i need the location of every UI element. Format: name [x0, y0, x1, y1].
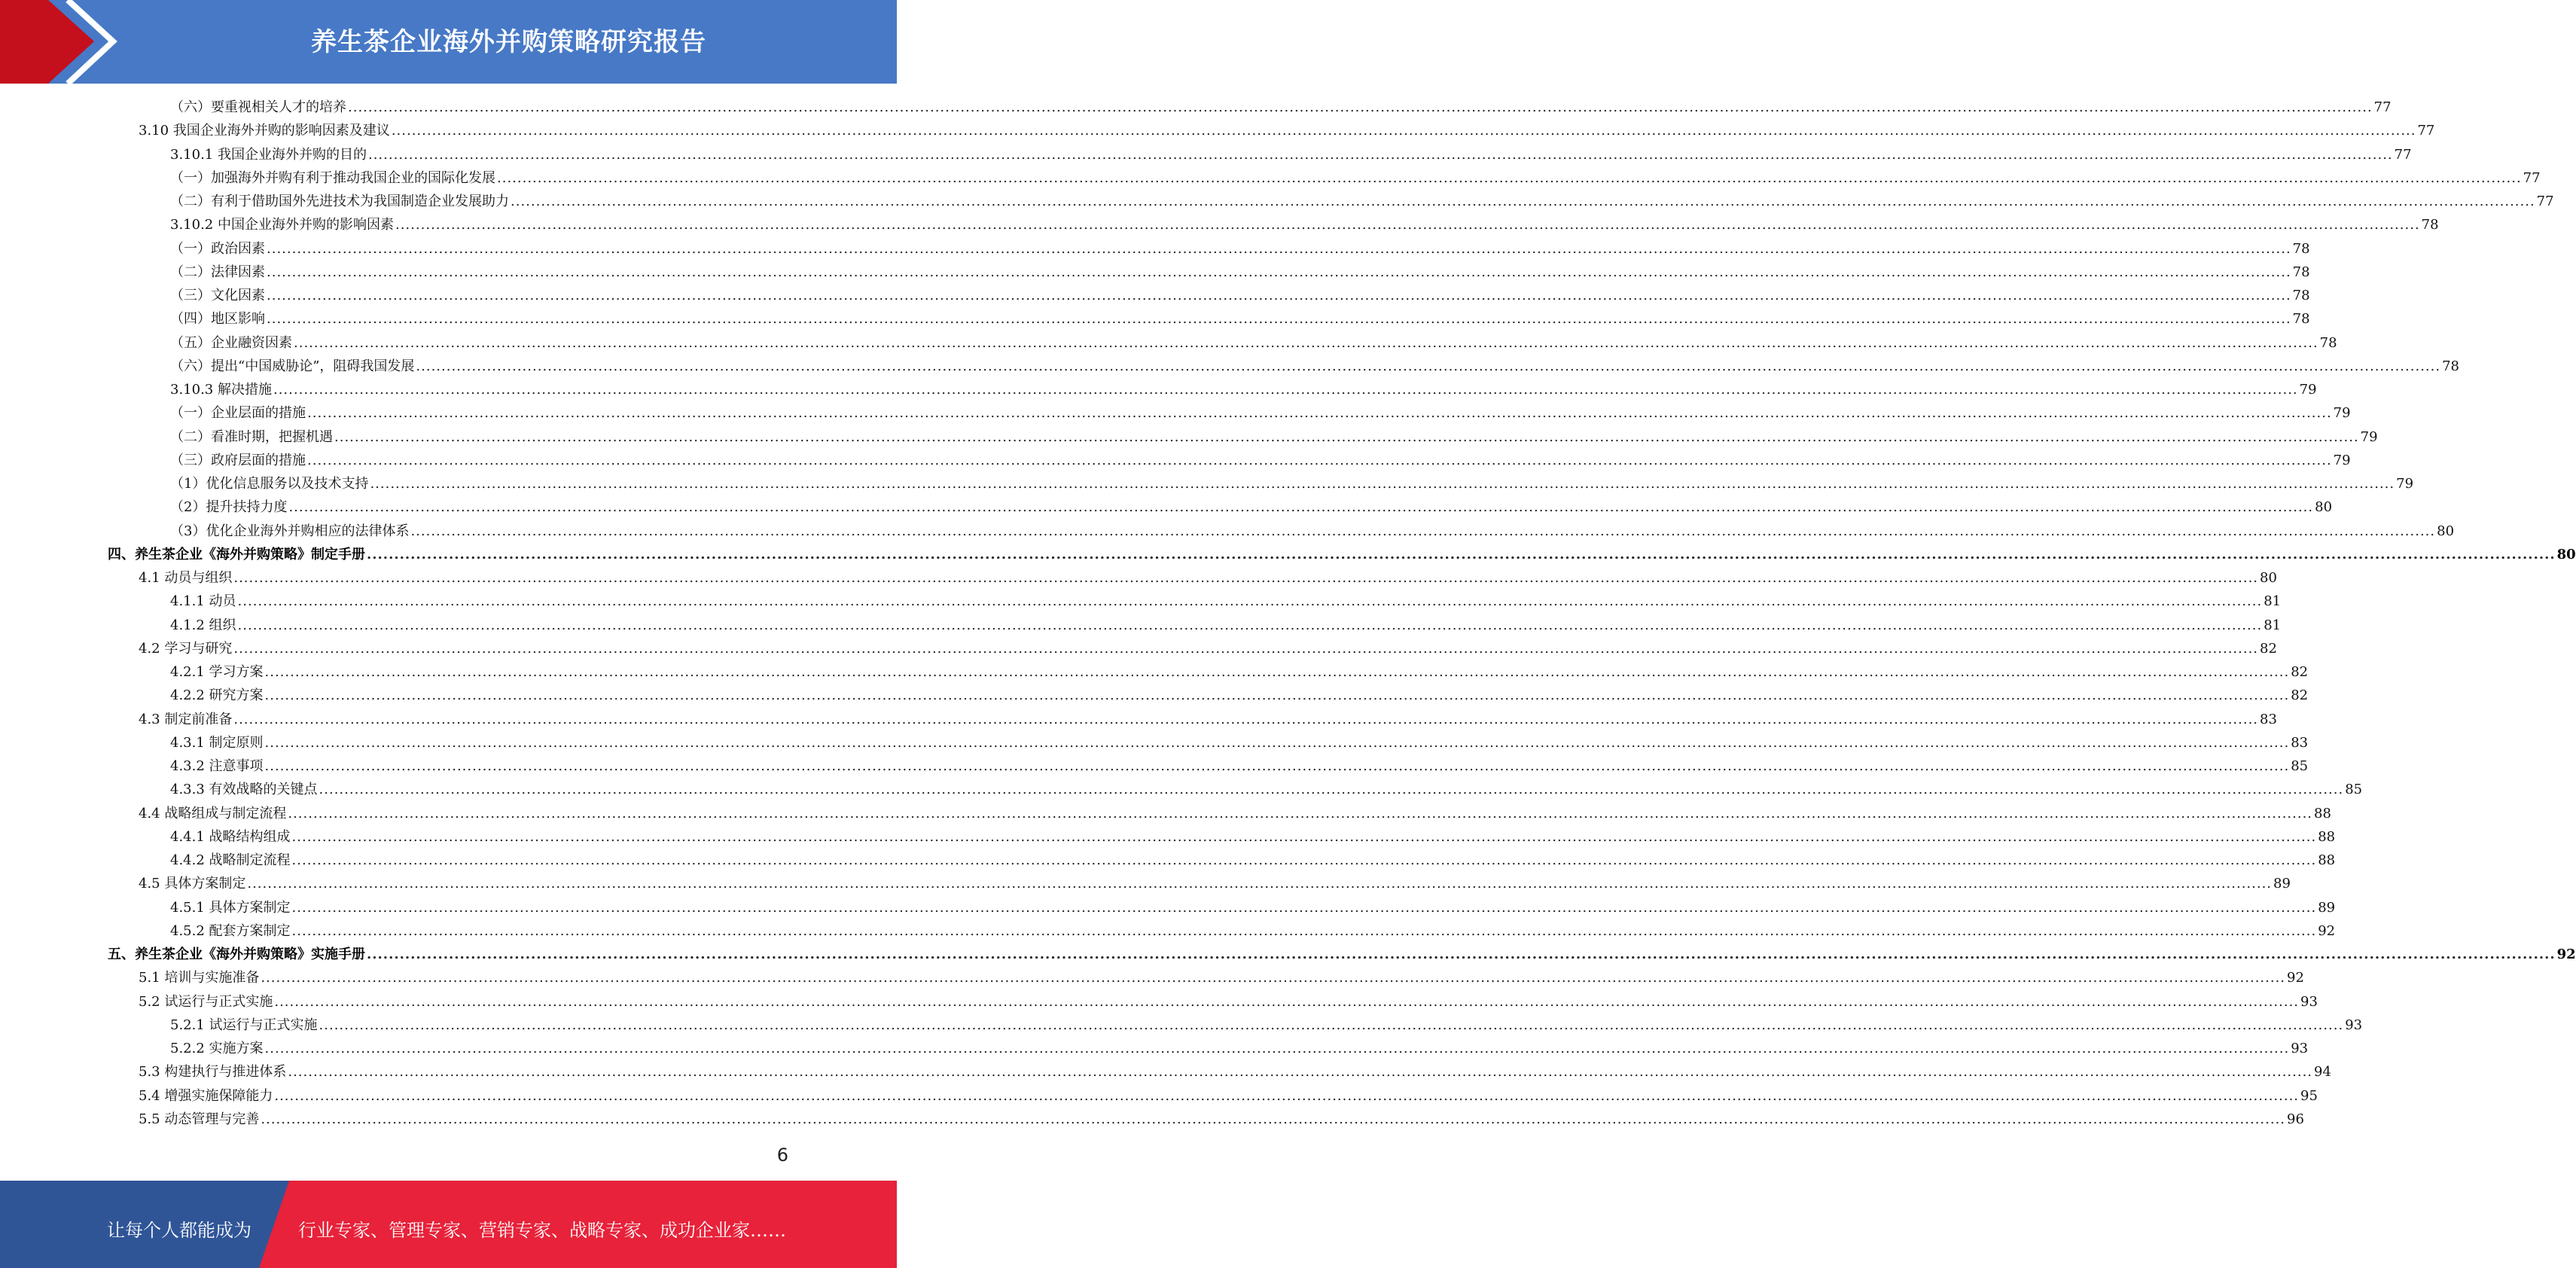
- toc-entry[interactable]: [139, 991, 2318, 1014]
- toc-leader-dots: ................................................................................................................................................................................................................................................................................................................................................................................................................: [261, 970, 2286, 986]
- report-title: 养生茶企业海外并购策略研究报告: [311, 27, 706, 57]
- toc-entry-page: 82: [2260, 640, 2277, 657]
- toc-entry-page: 80: [2260, 570, 2277, 586]
- toc-entry-page: 88: [2318, 852, 2336, 868]
- toc-entry-title: 4.1.1 动员: [170, 593, 236, 610]
- toc-leader-dots: ................................................................................................................................................................................................................................................................................................................................................................................................................: [237, 617, 2263, 633]
- toc-leader-dots: ................................................................................................................................................................................................................................................................................................................................................................................................................: [391, 123, 2416, 139]
- toc-entry-page: 78: [2421, 217, 2439, 233]
- toc-entry-title: （五）企业融资因素: [170, 334, 292, 351]
- page-number: 6: [776, 1145, 788, 1166]
- toc-entry[interactable]: [170, 308, 2310, 331]
- toc-entry[interactable]: [139, 967, 2304, 990]
- toc-entry[interactable]: [170, 473, 2414, 496]
- toc-leader-dots: ................................................................................................................................................................................................................................................................................................................................................................................................................: [348, 99, 2373, 115]
- toc-leader-dots: ................................................................................................................................................................................................................................................................................................................................................................................................................: [370, 476, 2395, 492]
- toc-entry[interactable]: [170, 684, 2309, 708]
- toc-entry[interactable]: [170, 920, 2336, 943]
- toc-entry-page: 77: [2523, 169, 2541, 186]
- toc-entry-title: （二）法律因素: [170, 264, 265, 280]
- toc-leader-dots: ................................................................................................................................................................................................................................................................................................................................................................................................................: [264, 664, 2290, 680]
- toc-entry-title: 4.3.3 有效战略的关键点: [170, 782, 318, 798]
- toc-entry-page: 77: [2417, 123, 2435, 139]
- toc-leader-dots: ................................................................................................................................................................................................................................................................................................................................................................................................................: [291, 828, 2317, 845]
- toc-entry-title: （四）地区影响: [170, 311, 265, 328]
- toc-entry[interactable]: [170, 426, 2378, 450]
- toc-leader-dots: ................................................................................................................................................................................................................................................................................................................................................................................................................: [264, 687, 2290, 704]
- toc-leader-dots: ................................................................................................................................................................................................................................................................................................................................................................................................................: [273, 382, 2298, 398]
- toc-leader-dots: ................................................................................................................................................................................................................................................................................................................................................................................................................: [264, 758, 2290, 774]
- toc-entry-page: 78: [2319, 334, 2337, 351]
- toc-entry[interactable]: [170, 849, 2336, 873]
- toc-entry[interactable]: [139, 1085, 2318, 1108]
- toc-entry-page: 95: [2300, 1087, 2318, 1104]
- toc-entry-title: 5.1 培训与实施准备: [139, 970, 260, 986]
- toc-entry[interactable]: [108, 544, 2576, 567]
- toc-entry[interactable]: [170, 590, 2282, 614]
- toc-entry-title: （2）提升扶持力度: [170, 499, 288, 516]
- toc-leader-dots: ................................................................................................................................................................................................................................................................................................................................................................................................................: [367, 946, 2556, 962]
- toc-leader-dots: ................................................................................................................................................................................................................................................................................................................................................................................................................: [274, 993, 2300, 1010]
- toc-entry[interactable]: [139, 567, 2277, 590]
- toc-leader-dots: ................................................................................................................................................................................................................................................................................................................................................................................................................: [497, 169, 2522, 186]
- toc-entry[interactable]: [170, 496, 2333, 520]
- toc-entry-page: 89: [2318, 899, 2336, 916]
- toc-entry-page: 88: [2318, 828, 2336, 845]
- toc-entry-page: 78: [2442, 358, 2459, 374]
- toc-entry-title: （一）企业层面的措施: [170, 405, 306, 422]
- toc-leader-dots: ................................................................................................................................................................................................................................................................................................................................................................................................................: [233, 640, 2259, 657]
- toc-leader-dots: ................................................................................................................................................................................................................................................................................................................................................................................................................: [291, 899, 2317, 916]
- toc-entry-title: 4.3 制定前准备: [139, 711, 233, 727]
- toc-leader-dots: ................................................................................................................................................................................................................................................................................................................................................................................................................: [267, 288, 2291, 303]
- toc-leader-dots: ................................................................................................................................................................................................................................................................................................................................................................................................................: [274, 1087, 2300, 1104]
- toc-entry-title: （六）提出“中国威胁论”，阻碍我国发展: [170, 358, 415, 374]
- toc-entry-title: 3.10 我国企业海外并购的影响因素及建议: [139, 123, 390, 139]
- toc-entry-title: （3）优化企业海外并购相应的法律体系: [170, 523, 410, 539]
- toc-entry-title: （1）优化信息服务以及技术支持: [170, 476, 369, 492]
- toc-entry-title: 4.4.1 战略结构组成: [170, 828, 291, 845]
- toc-entry[interactable]: [170, 167, 2541, 191]
- toc-entry[interactable]: [170, 355, 2459, 379]
- toc-entry-page: 85: [2291, 758, 2309, 774]
- toc-entry-page: 78: [2292, 288, 2310, 303]
- toc-entry-page: 96: [2287, 1111, 2304, 1127]
- toc-entry[interactable]: [170, 450, 2351, 473]
- footer-slogan-right: 行业专家、管理专家、营销专家、战略专家、成功企业家……: [298, 1220, 786, 1241]
- toc-entry[interactable]: [139, 120, 2435, 143]
- toc-entry[interactable]: [139, 638, 2277, 661]
- toc-entry-title: 4.4 战略组成与制定流程: [139, 805, 287, 821]
- toc-leader-dots: ................................................................................................................................................................................................................................................................................................................................................................................................................: [291, 852, 2317, 868]
- toc-entry-page: 83: [2260, 711, 2277, 727]
- toc-entry-title: （三）文化因素: [170, 288, 265, 303]
- toc-entry-page: 81: [2264, 593, 2282, 610]
- toc-entry-page: 78: [2292, 264, 2310, 280]
- toc-leader-dots: ................................................................................................................................................................................................................................................................................................................................................................................................................: [288, 805, 2313, 821]
- toc-entry[interactable]: [139, 709, 2277, 732]
- toc-leader-dots: ................................................................................................................................................................................................................................................................................................................................................................................................................: [267, 240, 2291, 257]
- toc-entry-title: 5.2.1 试运行与正式实施: [170, 1017, 318, 1033]
- toc-entry-title: 3.10.3 解决措施: [170, 382, 272, 398]
- toc-leader-dots: ................................................................................................................................................................................................................................................................................................................................................................................................................: [247, 876, 2273, 892]
- toc-entry-title: （三）政府层面的措施: [170, 452, 306, 468]
- toc-entry-page: 85: [2345, 782, 2363, 798]
- toc-entry[interactable]: [170, 1038, 2309, 1061]
- toc-entry[interactable]: [170, 238, 2310, 261]
- toc-entry-page: 83: [2291, 734, 2309, 751]
- toc-leader-dots: ................................................................................................................................................................................................................................................................................................................................................................................................................: [237, 593, 2263, 610]
- toc-entry-page: 79: [2360, 428, 2378, 445]
- toc-entry[interactable]: [170, 826, 2336, 849]
- toc-leader-dots: ................................................................................................................................................................................................................................................................................................................................................................................................................: [334, 428, 2359, 445]
- toc-entry-page: 92: [2318, 922, 2336, 939]
- toc-entry-page: 80: [2437, 523, 2455, 539]
- toc-entry-title: 3.10.1 我国企业海外并购的目的: [170, 146, 367, 163]
- toc-entry[interactable]: [170, 332, 2337, 355]
- toc-entry-title: 4.5 具体方案制定: [139, 876, 246, 892]
- toc-entry-title: 四、养生茶企业《海外并购策略》制定手册: [108, 546, 365, 562]
- toc-entry-title: 4.2.1 学习方案: [170, 664, 264, 680]
- toc-entry-page: 77: [2536, 194, 2554, 209]
- toc-entry-title: 五、养生茶企业《海外并购策略》实施手册: [108, 946, 365, 962]
- toc-entry-title: 4.1 动员与组织: [139, 570, 233, 586]
- toc-entry-page: 81: [2264, 617, 2282, 633]
- toc-entry[interactable]: [170, 379, 2317, 402]
- toc-entry-title: 4.3.1 制定原则: [170, 734, 264, 751]
- toc-entry-title: 5.3 构建执行与推进体系: [139, 1064, 287, 1081]
- toc-entry-title: 5.5 动态管理与完善: [139, 1111, 260, 1127]
- toc-entry-title: 4.5.1 具体方案制定: [170, 899, 291, 916]
- toc-entry[interactable]: [139, 803, 2331, 826]
- toc-leader-dots: ................................................................................................................................................................................................................................................................................................................................................................................................................: [395, 217, 2420, 233]
- toc-leader-dots: ................................................................................................................................................................................................................................................................................................................................................................................................................: [367, 546, 2556, 562]
- toc-entry-title: 5.2 试运行与正式实施: [139, 993, 273, 1010]
- toc-entry[interactable]: [170, 732, 2309, 755]
- toc-entry-title: （六）要重视相关人才的培养: [170, 99, 346, 115]
- toc-entry-page: 79: [2333, 452, 2351, 468]
- toc-entry-title: （一）政治因素: [170, 240, 265, 257]
- toc-leader-dots: ................................................................................................................................................................................................................................................................................................................................................................................................................: [288, 499, 2314, 516]
- toc-entry-page: 79: [2333, 405, 2351, 422]
- toc-entry[interactable]: [170, 755, 2309, 779]
- toc-entry-page: 93: [2345, 1017, 2363, 1033]
- page-footer: [0, 1181, 897, 1268]
- toc-entry-page: 82: [2291, 664, 2309, 680]
- toc-entry[interactable]: [108, 943, 2576, 967]
- toc-entry[interactable]: [170, 614, 2282, 638]
- toc-leader-dots: ................................................................................................................................................................................................................................................................................................................................................................................................................: [233, 711, 2259, 727]
- toc-leader-dots: ................................................................................................................................................................................................................................................................................................................................................................................................................: [261, 1111, 2286, 1127]
- toc-entry-title: 5.2.2 实施方案: [170, 1041, 264, 1056]
- toc-leader-dots: ................................................................................................................................................................................................................................................................................................................................................................................................................: [267, 264, 2291, 280]
- footer-slogan-left: 让每个人都能成为: [107, 1220, 252, 1241]
- toc-entry[interactable]: [139, 873, 2291, 896]
- toc-leader-dots: ................................................................................................................................................................................................................................................................................................................................................................................................................: [367, 146, 2393, 163]
- toc-entry[interactable]: [170, 1014, 2363, 1038]
- toc-entry-page: 92: [2287, 970, 2304, 986]
- toc-leader-dots: ................................................................................................................................................................................................................................................................................................................................................................................................................: [416, 358, 2441, 374]
- toc-leader-dots: ................................................................................................................................................................................................................................................................................................................................................................................................................: [307, 452, 2332, 468]
- toc-entry-page: 92: [2556, 946, 2576, 962]
- toc-entry-title: （二）有利于借助国外先进技术为我国制造企业发展助力: [170, 194, 509, 209]
- toc-leader-dots: ................................................................................................................................................................................................................................................................................................................................................................................................................: [410, 523, 2436, 539]
- toc-entry[interactable]: [170, 779, 2363, 802]
- toc-entry[interactable]: [170, 402, 2351, 425]
- toc-entry-page: 93: [2300, 993, 2318, 1010]
- toc-entry[interactable]: [170, 96, 2392, 120]
- toc-leader-dots: ................................................................................................................................................................................................................................................................................................................................................................................................................: [264, 1041, 2290, 1056]
- toc-leader-dots: ................................................................................................................................................................................................................................................................................................................................................................................................................: [291, 922, 2317, 939]
- toc-entry-page: 77: [2394, 146, 2412, 163]
- toc-entry-page: 77: [2373, 99, 2392, 115]
- toc-entry-page: 78: [2292, 240, 2310, 257]
- toc-leader-dots: ................................................................................................................................................................................................................................................................................................................................................................................................................: [319, 1017, 2344, 1033]
- toc-entry-title: （二）看准时期，把握机遇: [170, 428, 333, 445]
- toc-entry-page: 78: [2292, 311, 2310, 328]
- toc-leader-dots: ................................................................................................................................................................................................................................................................................................................................................................................................................: [288, 1064, 2313, 1081]
- toc-entry[interactable]: [170, 285, 2310, 308]
- toc-entry-title: 4.3.2 注意事项: [170, 758, 264, 774]
- toc-leader-dots: ................................................................................................................................................................................................................................................................................................................................................................................................................: [264, 734, 2290, 751]
- toc-entry[interactable]: [170, 214, 2439, 237]
- toc-entry-title: 5.4 增强实施保障能力: [139, 1087, 273, 1104]
- toc-entry-title: 4.2.2 研究方案: [170, 687, 264, 704]
- toc-entry[interactable]: [139, 1061, 2331, 1084]
- toc-leader-dots: ................................................................................................................................................................................................................................................................................................................................................................................................................: [307, 405, 2332, 422]
- toc-entry-title: 4.2 学习与研究: [139, 640, 233, 657]
- toc-entry[interactable]: [170, 144, 2412, 167]
- toc-entry-page: 89: [2273, 876, 2291, 892]
- toc-entry[interactable]: [170, 661, 2309, 684]
- toc-entry-title: 4.4.2 战略制定流程: [170, 852, 291, 868]
- toc-leader-dots: ................................................................................................................................................................................................................................................................................................................................................................................................................: [319, 782, 2344, 798]
- toc-entry-page: 94: [2314, 1064, 2331, 1081]
- toc-entry-page: 82: [2291, 687, 2309, 704]
- toc-entry[interactable]: [170, 520, 2455, 544]
- toc-leader-dots: ................................................................................................................................................................................................................................................................................................................................................................................................................: [511, 194, 2535, 209]
- page-header: [0, 0, 897, 84]
- toc-entry-title: 4.1.2 组织: [170, 617, 236, 633]
- toc-entry-page: 93: [2291, 1041, 2309, 1056]
- toc-leader-dots: ................................................................................................................................................................................................................................................................................................................................................................................................................: [233, 570, 2259, 586]
- toc-entry-page: 88: [2314, 805, 2331, 821]
- toc-entry-page: 79: [2396, 476, 2414, 492]
- toc-entry[interactable]: [139, 1108, 2304, 1132]
- toc-entry-title: （一）加强海外并购有利于推动我国企业的国际化发展: [170, 169, 495, 186]
- toc-entry-page: 79: [2299, 382, 2317, 398]
- toc-entry[interactable]: [170, 191, 2554, 214]
- toc-leader-dots: ................................................................................................................................................................................................................................................................................................................................................................................................................: [267, 311, 2291, 328]
- toc-entry[interactable]: [170, 897, 2336, 920]
- toc-entry-page: 80: [2556, 546, 2576, 562]
- toc-entry-title: 3.10.2 中国企业海外并购的影响因素: [170, 217, 394, 233]
- toc-entry[interactable]: [170, 261, 2310, 285]
- toc-leader-dots: ................................................................................................................................................................................................................................................................................................................................................................................................................: [294, 334, 2318, 351]
- toc-entry-page: 80: [2315, 499, 2333, 516]
- toc-entry-title: 4.5.2 配套方案制定: [170, 922, 291, 939]
